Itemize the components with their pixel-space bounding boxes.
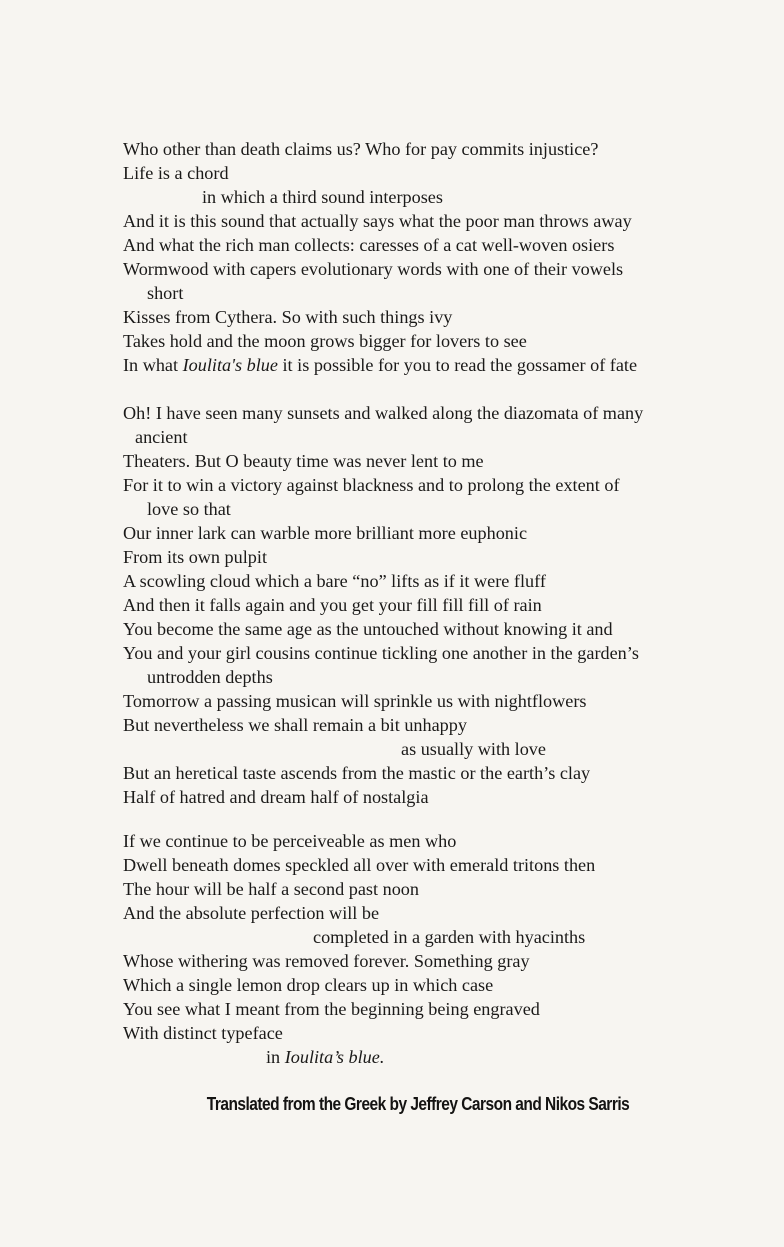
stanza-2	[123, 401, 763, 809]
poem-line-continuation: ancient	[135, 427, 188, 447]
poem-line-continuation: love so that	[147, 499, 231, 519]
poem-line: If we continue to be perceiveable as men who	[123, 831, 457, 851]
poem-line: The hour will be half a second past noon	[123, 879, 419, 899]
italic-title: Ioulita's blue	[182, 355, 278, 375]
poem-line: But an heretical taste ascends from the mastic or the earth’s clay	[123, 763, 591, 783]
poem-line: Takes hold and the moon grows bigger for lovers to see	[123, 331, 527, 351]
poem-line: And the absolute perfection will be	[123, 903, 380, 923]
line-text: In what	[123, 355, 183, 375]
line-text: it is possible for you to read the gossamer of fate	[277, 355, 638, 375]
poem-line: Whose withering was removed forever. Something gray	[123, 951, 530, 971]
poem-line: And it is this sound that actually says what the poor man throws away	[123, 211, 632, 231]
poem-line: And then it falls again and you get your fill fill fill of rain	[123, 595, 542, 615]
poem-line: A scowling cloud which a bare “no” lifts as if it were fluff	[123, 571, 546, 591]
poem-line-continuation: untrodden depths	[147, 667, 273, 687]
poem-line: Dwell beneath domes speckled all over with emerald tritons then	[123, 855, 596, 875]
poem-line: And what the rich man collects: caresses of a cat well-woven osiers	[123, 235, 615, 255]
poem-line: Which a single lemon drop clears up in which case	[123, 975, 494, 995]
poem-line: Our inner lark can warble more brilliant more euphonic	[123, 523, 528, 543]
poem-line	[123, 353, 763, 377]
poem-line: in which a third sound interposes	[202, 187, 443, 207]
poem-line: You see what I meant from the beginning being engraved	[123, 999, 540, 1019]
poem-line: Oh! I have seen many sunsets and walked along the diazomata of many	[123, 403, 644, 423]
poem-line: Kisses from Cythera. So with such things ivy	[123, 307, 453, 327]
stanza-3	[123, 829, 763, 1069]
poem-line: You and your girl cousins continue tickling one another in the garden’s	[123, 643, 639, 663]
poem-line: Tomorrow a passing musican will sprinkle us with nightflowers	[123, 691, 587, 711]
poem-line: For it to win a victory against blackness and to prolong the extent of	[123, 475, 620, 495]
poem-line: You become the same age as the untouched without knowing it and	[123, 619, 613, 639]
poem-line: Theaters. But O beauty time was never lent to me	[123, 451, 484, 471]
translator-credit: Translated from the Greek by Jeffrey Carson and Nikos Sarris	[206, 1094, 630, 1114]
poem-line: Half of hatred and dream half of nostalgia	[123, 787, 429, 807]
poem-line: Wormwood with capers evolutionary words with one of their vowels	[123, 259, 624, 279]
poem-line: From its own pulpit	[123, 547, 267, 567]
poem-line: completed in a garden with hyacinths	[313, 927, 586, 947]
poem-line: Who other than death claims us? Who for pay commits injustice?	[123, 139, 599, 159]
poem-line-continuation: short	[147, 283, 184, 303]
italic-title: Ioulita’s blue.	[284, 1047, 385, 1067]
poem-line: Life is a chord	[123, 163, 229, 183]
poem-line	[123, 1045, 763, 1069]
poem-line: With distinct typeface	[123, 1023, 283, 1043]
poem-line: as usually with love	[401, 739, 546, 759]
line-text: in	[266, 1047, 285, 1067]
stanza-1	[123, 137, 763, 377]
poem-line: But nevertheless we shall remain a bit unhappy	[123, 715, 467, 735]
